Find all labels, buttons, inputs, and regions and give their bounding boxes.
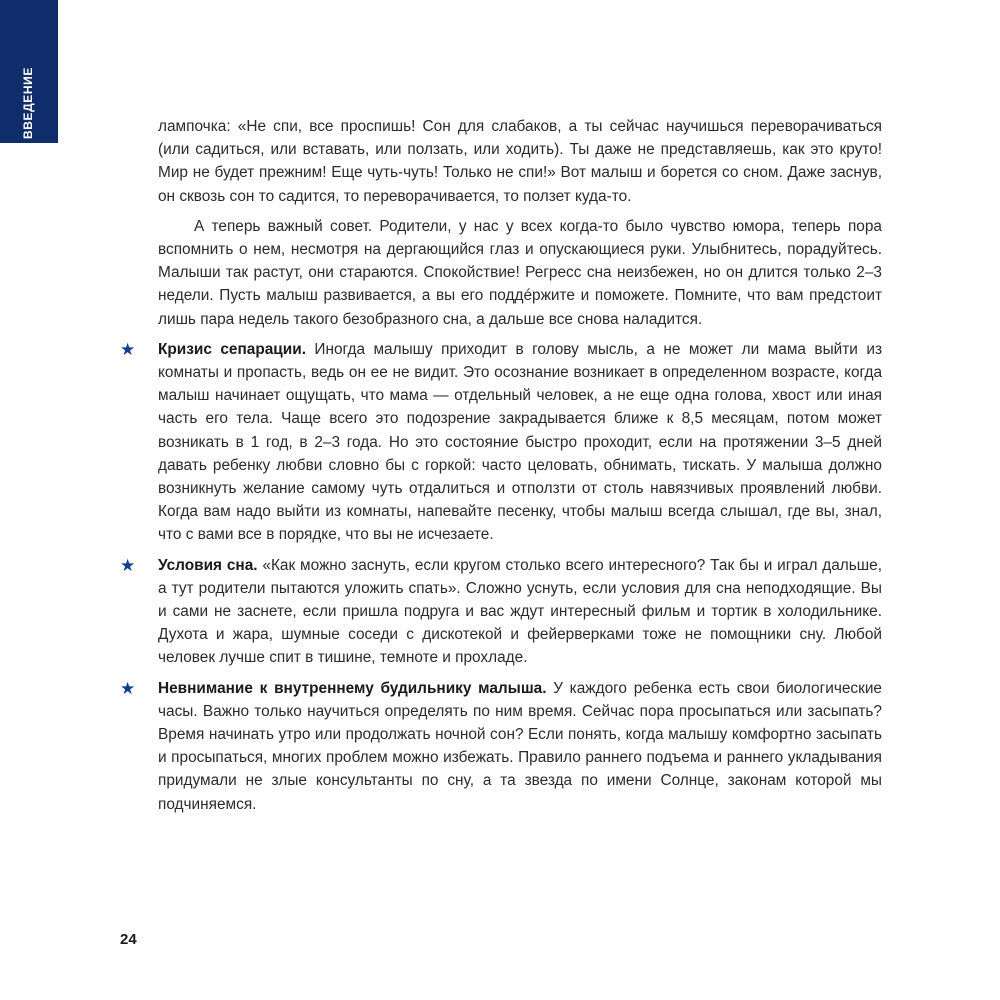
star-icon: ★ xyxy=(120,555,136,575)
list-item xyxy=(120,554,882,670)
chapter-tab-label: ВВЕДЕНИЕ xyxy=(21,67,36,139)
list-item xyxy=(120,338,882,547)
star-icon: ★ xyxy=(120,339,136,359)
list-item-text: Иногда малышу приходит в голову мысль, а не может ли мама выйти из комнаты и пропасть, ведь он ее не видит. Это осознание возникает в определенном возрасте, когда малыш начинает ощущать, что мама — отдельный человек, а не еще одна голова, хвост или иная часть его тела. Чаще всего это подозрение закрадывается ближе к 8,5 месяцам, потом может возникать в 1 год, в 2–3 года. Но это состояние быстро проходит, если на протяжении 3–5 дней давать ребенку любви словно бы с горкой: часто целовать, обнимать, тискать. У малыша должно возникнуть желание самому чуть отдалиться и отползти от столь навязчивых проявлений любви. Когда вам надо выйти из комнаты, напевайте песенку, чтобы малыш всегда слышал, где вы, знал, что с вами все в порядке, что вы не исчезаете. xyxy=(158,340,882,544)
list-item-title: Кризис сепарации. xyxy=(158,340,306,358)
chapter-tab xyxy=(0,0,58,143)
paragraph-continued: лампочка: «Не спи, все проспишь! Сон для слабаков, а ты сейчас научишься переворачиваться (или садиться, или вставать, или ползать, или ходить). Ты даже не представляешь, как это круто! Мир не будет прежним! Еще чуть-чуть! Только не спи!» Вот малыш и борется со сном. Даже заснув, он сквозь сон то садится, то переворачивается, то ползет куда-то. xyxy=(158,118,882,205)
list-item-text: У каждого ребенка есть свои биологические часы. Важно только научиться определять по ним время. Сейчас пора просыпаться или засыпать? Время начинать утро или продолжать ночной сон? Если понять, когда малышу комфортно засыпать и просыпаться, многих проблем можно избежать. Правило раннего подъема и раннего укладывания придумали не злые консультанты по сну, а та звезда по имени Солнце, законам которой мы подчиняемся. xyxy=(158,679,882,813)
list-item-title: Условия сна. xyxy=(158,556,258,574)
page-body xyxy=(120,115,882,823)
star-icon: ★ xyxy=(120,678,136,698)
list-item-text: «Как можно заснуть, если кругом столько всего интересного? Так бы и играл дальше, а тут родители пытаются уложить спать». Сложно уснуть, если условия для сна неподходящие. Вы и сами не заснете, если пришла подруга и вас ждут интересный фильм и тортик в холодильнике. Духота и жара, шумные соседи с дискотекой и фейерверками тоже не помощники сну. Любой человек лучше спит в тишине, темноте и прохладе. xyxy=(158,556,882,667)
list-item xyxy=(120,677,882,816)
paragraph-advice: А теперь важный совет. Родители, у нас у всех когда-то было чувство юмора, теперь пора вспомнить о нем, несмотря на дергающийся глаз и опускающиеся руки. Улыбнитесь, порадуйтесь. Малыши так растут, они стараются. Спокойствие! Регресс сна неизбежен, но он длится только 2–3 недели. Пусть малыш развивается, а вы его поддéржите и поможете. Помните, что вам предстоит лишь пара недель такого безобразного сна, а дальше все снова наладится. xyxy=(158,217,882,328)
list-item-title: Невнимание к внутреннему будильнику малыша. xyxy=(158,679,547,697)
page-number: 24 xyxy=(120,931,137,948)
